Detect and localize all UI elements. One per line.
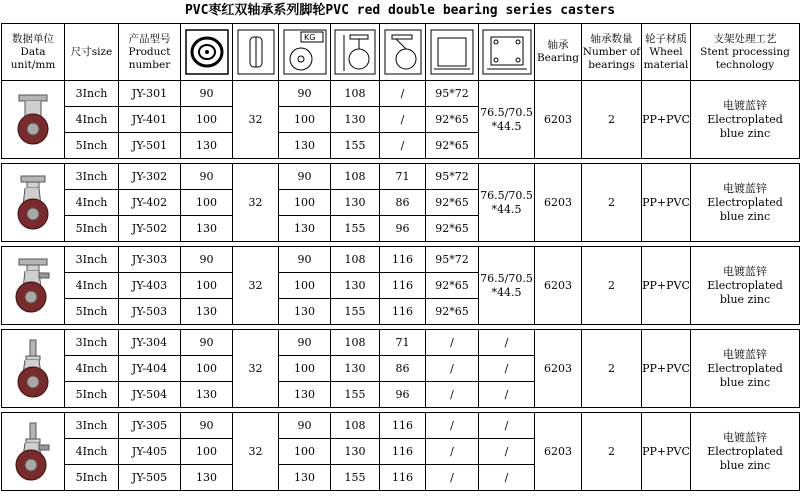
model-cell: JY-505 [119, 465, 181, 491]
header-product: 产品型号 Product number [119, 24, 181, 81]
bearing-cell: 6203 [535, 247, 582, 325]
width-cell: 32 [233, 81, 279, 159]
size-cell: 4Inch [65, 190, 119, 216]
height-cell: 108 [331, 81, 380, 107]
bearing-cell: 6203 [535, 81, 582, 159]
header-size: 尺寸size [65, 24, 119, 81]
bearing-count-cell: 2 [582, 330, 642, 408]
height-cell: 108 [331, 247, 380, 273]
offset-cell: 116 [380, 247, 426, 273]
height-cell: 130 [331, 107, 380, 133]
header-row [2, 24, 800, 81]
bolt-hole-spacing-icon [479, 24, 535, 81]
plate-cell: / [426, 439, 479, 465]
height-cell: 155 [331, 216, 380, 242]
size-cell: 3Inch [65, 164, 119, 190]
offset-cell: 96 [380, 216, 426, 242]
model-cell: JY-304 [119, 330, 181, 356]
diameter-cell: 100 [181, 273, 233, 299]
size-cell: 5Inch [65, 465, 119, 491]
bolt-spacing-cell: / [479, 330, 535, 356]
header-unit: 数据单位 Data unit/mm [2, 24, 65, 81]
wheel-material-cell: PP+PVC [642, 330, 691, 408]
size-cell: 3Inch [65, 247, 119, 273]
bearing-count-cell: 2 [582, 413, 642, 491]
height-cell: 130 [331, 190, 380, 216]
size-cell: 5Inch [65, 133, 119, 159]
load-cell: 100 [279, 439, 331, 465]
page-title: PVC枣红双轴承系列脚轮PVC red double bearing series casters [184, 3, 616, 18]
offset-cell: 86 [380, 356, 426, 382]
width-cell: 32 [233, 247, 279, 325]
plate-cell: 92*65 [426, 216, 479, 242]
diameter-cell: 100 [181, 190, 233, 216]
size-cell: 3Inch [65, 413, 119, 439]
plate-cell: 92*65 [426, 299, 479, 325]
plate-cell: / [426, 413, 479, 439]
header-bearing-count: 轴承数量 Number of bearings [582, 24, 642, 81]
height-cell: 155 [331, 133, 380, 159]
diameter-cell: 100 [181, 356, 233, 382]
offset-cell: / [380, 133, 426, 159]
total-height-icon [331, 24, 380, 81]
load-cell: 90 [279, 413, 331, 439]
load-cell: 100 [279, 107, 331, 133]
height-cell: 108 [331, 413, 380, 439]
bolt-spacing-cell: 76.5/70.5 *44.5 [479, 164, 535, 242]
header-wheel-material: 轮子材质 Wheel material [642, 24, 691, 81]
plate-cell: 95*72 [426, 81, 479, 107]
size-cell: 3Inch [65, 81, 119, 107]
diameter-cell: 100 [181, 439, 233, 465]
size-cell: 4Inch [65, 107, 119, 133]
load-cell: 130 [279, 216, 331, 242]
offset-cell: 116 [380, 439, 426, 465]
swivel-caster-image [2, 164, 65, 242]
svg-text:KG: KG [303, 33, 315, 42]
diameter-cell: 90 [181, 413, 233, 439]
stem-caster-image [2, 330, 65, 408]
load-cell: 130 [279, 465, 331, 491]
load-cell: 90 [279, 164, 331, 190]
model-cell: JY-405 [119, 439, 181, 465]
size-cell: 5Inch [65, 299, 119, 325]
width-cell: 32 [233, 330, 279, 408]
model-cell: JY-501 [119, 133, 181, 159]
bearing-count-cell: 2 [582, 81, 642, 159]
offset-cell: 71 [380, 164, 426, 190]
stem-brake-caster-image [2, 413, 65, 491]
wheel-material-cell: PP+PVC [642, 81, 691, 159]
bolt-spacing-cell: 76.5/70.5 *44.5 [479, 247, 535, 325]
diameter-cell: 130 [181, 133, 233, 159]
header-bearing: 轴承 Bearing [535, 24, 582, 81]
diameter-cell: 90 [181, 164, 233, 190]
diameter-cell: 130 [181, 382, 233, 408]
wheel-material-cell: PP+PVC [642, 247, 691, 325]
size-cell: 5Inch [65, 382, 119, 408]
plate-cell: / [426, 356, 479, 382]
bearing-count-cell: 2 [582, 247, 642, 325]
wheel-material-cell: PP+PVC [642, 164, 691, 242]
table-row [2, 247, 800, 273]
spec-table [1, 23, 800, 491]
table-row [2, 164, 800, 190]
offset-icon [380, 24, 426, 81]
diameter-cell: 130 [181, 216, 233, 242]
height-cell: 108 [331, 164, 380, 190]
offset-cell: 96 [380, 382, 426, 408]
load-capacity-icon [279, 24, 331, 81]
bolt-spacing-cell: / [479, 356, 535, 382]
model-cell: JY-404 [119, 356, 181, 382]
plate-cell: 95*72 [426, 247, 479, 273]
fixed-caster-image [2, 81, 65, 159]
offset-cell: 116 [380, 413, 426, 439]
stent-technology-cell: 电镀蓝锌 Electroplated blue zinc [691, 164, 800, 242]
height-cell: 130 [331, 439, 380, 465]
model-cell: JY-303 [119, 247, 181, 273]
bolt-spacing-cell: / [479, 465, 535, 491]
model-cell: JY-401 [119, 107, 181, 133]
offset-cell: 116 [380, 273, 426, 299]
load-cell: 130 [279, 382, 331, 408]
load-cell: 90 [279, 81, 331, 107]
bearing-cell: 6203 [535, 413, 582, 491]
model-cell: JY-402 [119, 190, 181, 216]
bolt-spacing-cell: / [479, 439, 535, 465]
model-cell: JY-504 [119, 382, 181, 408]
wheel-width-icon [233, 24, 279, 81]
model-cell: JY-403 [119, 273, 181, 299]
offset-cell: 86 [380, 190, 426, 216]
size-cell: 3Inch [65, 330, 119, 356]
plate-cell: / [426, 465, 479, 491]
offset-cell: / [380, 81, 426, 107]
diameter-cell: 130 [181, 465, 233, 491]
bolt-spacing-cell: 76.5/70.5 *44.5 [479, 81, 535, 159]
size-cell: 4Inch [65, 356, 119, 382]
top-plate-icon [426, 24, 479, 81]
offset-cell: 116 [380, 465, 426, 491]
height-cell: 108 [331, 330, 380, 356]
brake-caster-image [2, 247, 65, 325]
height-cell: 155 [331, 299, 380, 325]
diameter-cell: 90 [181, 81, 233, 107]
header-stent-technology: 支架处理工艺 Stent processing technology [691, 24, 800, 81]
model-cell: JY-503 [119, 299, 181, 325]
plate-cell: 92*65 [426, 107, 479, 133]
plate-cell: / [426, 330, 479, 356]
plate-cell: 92*65 [426, 190, 479, 216]
stent-technology-cell: 电镀蓝锌 Electroplated blue zinc [691, 413, 800, 491]
height-cell: 155 [331, 382, 380, 408]
bearing-count-cell: 2 [582, 164, 642, 242]
plate-cell: 95*72 [426, 164, 479, 190]
size-cell: 4Inch [65, 439, 119, 465]
plate-cell: 92*65 [426, 133, 479, 159]
wheel-diameter-icon [181, 24, 233, 81]
plate-cell: / [426, 382, 479, 408]
model-cell: JY-502 [119, 216, 181, 242]
table-row [2, 81, 800, 107]
offset-cell: / [380, 107, 426, 133]
load-cell: 90 [279, 330, 331, 356]
bearing-cell: 6203 [535, 164, 582, 242]
model-cell: JY-302 [119, 164, 181, 190]
bolt-spacing-cell: / [479, 413, 535, 439]
size-cell: 4Inch [65, 273, 119, 299]
diameter-cell: 130 [181, 299, 233, 325]
offset-cell: 71 [380, 330, 426, 356]
load-cell: 100 [279, 273, 331, 299]
height-cell: 130 [331, 273, 380, 299]
load-cell: 90 [279, 247, 331, 273]
offset-cell: 116 [380, 299, 426, 325]
diameter-cell: 90 [181, 247, 233, 273]
diameter-cell: 90 [181, 330, 233, 356]
diameter-cell: 100 [181, 107, 233, 133]
load-cell: 100 [279, 356, 331, 382]
wheel-material-cell: PP+PVC [642, 413, 691, 491]
model-cell: JY-301 [119, 81, 181, 107]
load-cell: 130 [279, 299, 331, 325]
table-row [2, 413, 800, 439]
stent-technology-cell: 电镀蓝锌 Electroplated blue zinc [691, 330, 800, 408]
bearing-cell: 6203 [535, 330, 582, 408]
model-cell: JY-305 [119, 413, 181, 439]
width-cell: 32 [233, 413, 279, 491]
load-cell: 130 [279, 133, 331, 159]
stent-technology-cell: 电镀蓝锌 Electroplated blue zinc [691, 247, 800, 325]
height-cell: 130 [331, 356, 380, 382]
size-cell: 5Inch [65, 216, 119, 242]
bolt-spacing-cell: / [479, 382, 535, 408]
plate-cell: 92*65 [426, 273, 479, 299]
height-cell: 155 [331, 465, 380, 491]
width-cell: 32 [233, 164, 279, 242]
table-row [2, 330, 800, 356]
load-cell: 100 [279, 190, 331, 216]
stent-technology-cell: 电镀蓝锌 Electroplated blue zinc [691, 81, 800, 159]
